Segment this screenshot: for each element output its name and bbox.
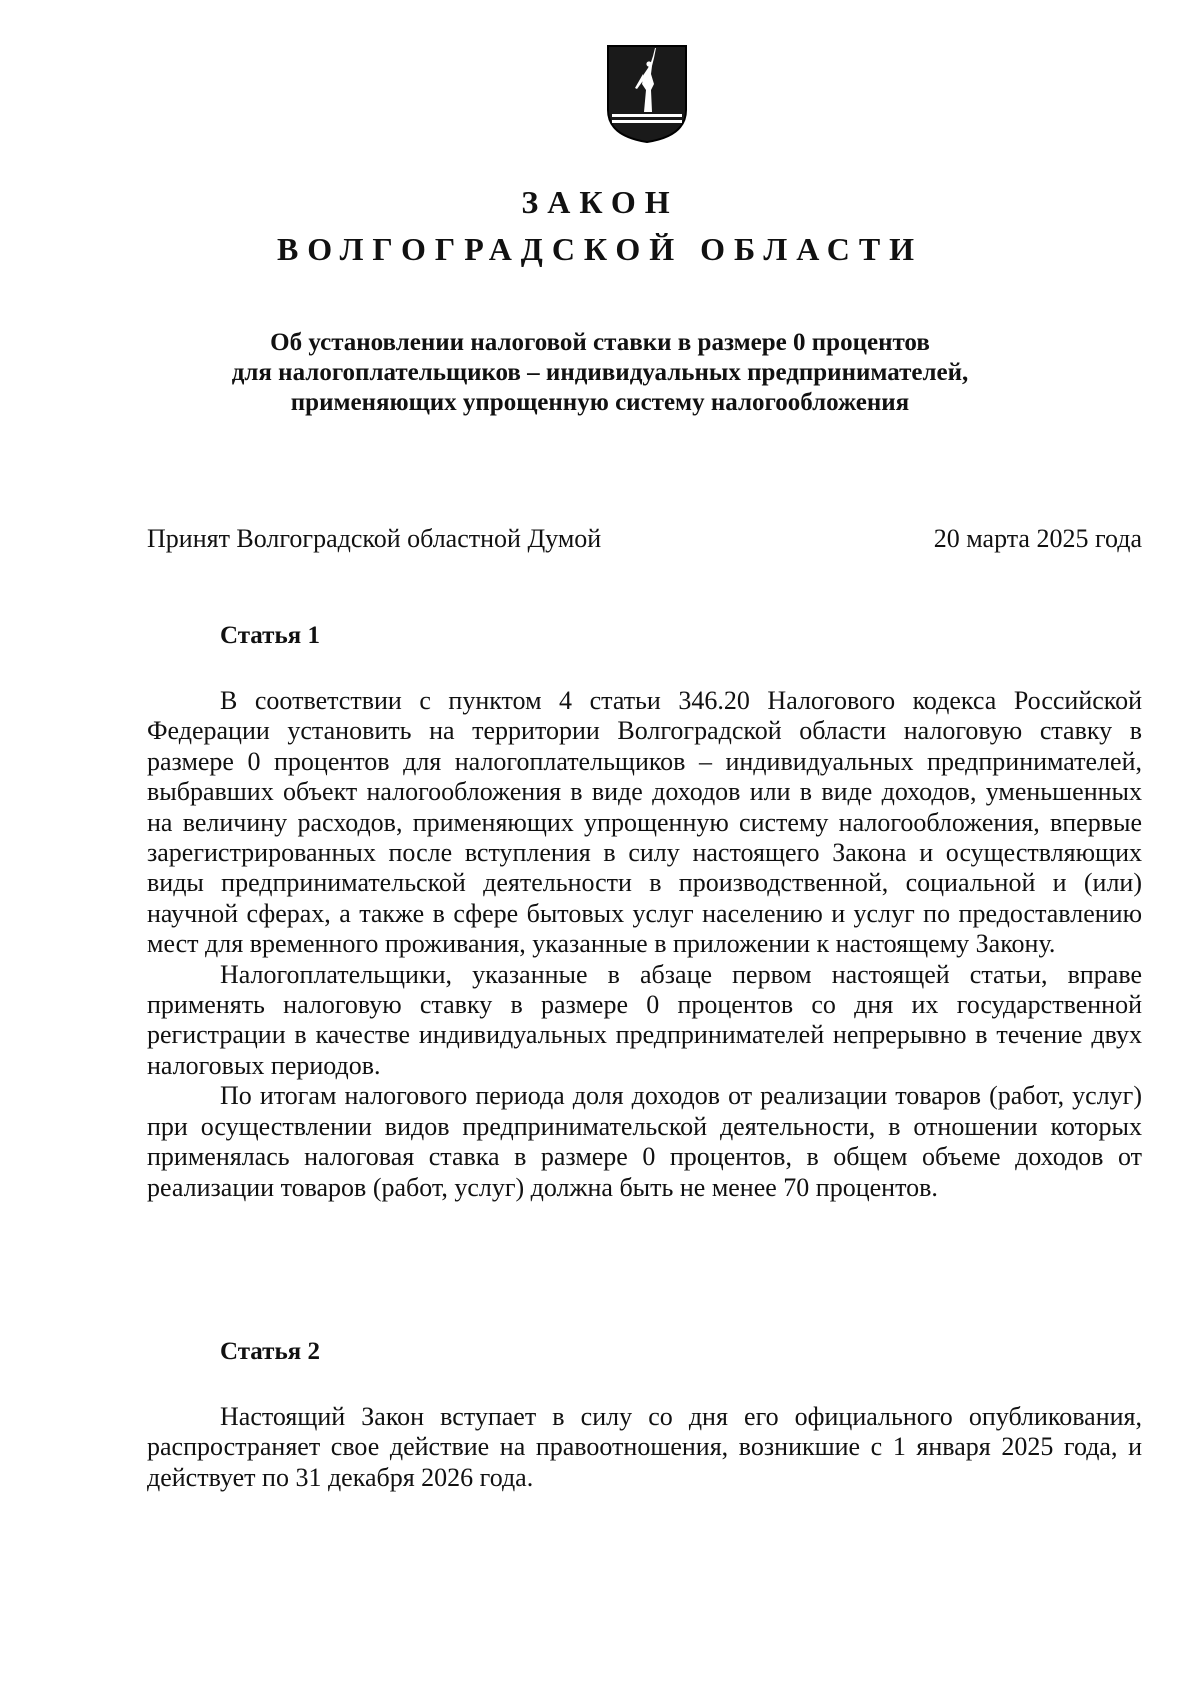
subject-line: Об установлении налоговой ставки в размере 0 процентов [270, 329, 930, 356]
article-1-heading: Статья 1 [220, 622, 320, 649]
article-paragraph: По итогам налогового периода доля доходов от реализации товаров (работ, услуг) при осуществлении видов предпринимательской деятельности, в отношении которых применялась налоговая ставка в размере 0 процентов, в общем объеме доходов от реализации товаров (работ, услуг) должна быть не менее 70 процентов. [147, 1081, 1142, 1202]
adopted-by: Принят Волгоградской областной Думой [147, 524, 602, 553]
article-2-body [147, 1402, 1142, 1493]
article-paragraph: Налогоплательщики, указанные в абзаце первом настоящей статьи, вправе применять налоговую ставку в размере 0 процентов со дня их государственной регистрации в качестве индивидуальных предпринимателей непрерывно в течение двух налоговых периодов. [147, 959, 1142, 1080]
article-paragraph: В соответствии с пунктом 4 статьи 346.20 Налогового кодекса Российской Федерации установить на территории Волгоградской области налоговую ставку в размере 0 процентов для налогоплательщиков – индивидуальных предпринимателей, выбравших объект налогообложения в виде доходов или в виде доходов, уменьшенных на величину расходов, применяющих упрощенную систему налогообложения, впервые зарегистрированных после вступления в силу настоящего Закона и осуществляющих виды предпринимательской деятельности в производственной, социальной и (или) научной сферах, а также в сфере бытовых услуг населению и услуг по предоставлению мест для временного проживания, указанные в приложении к настоящему Закону. [147, 686, 1142, 959]
article-1-body [147, 686, 1142, 1203]
law-region-title: ВОЛГОГРАДСКОЙ ОБЛАСТИ [276, 231, 924, 267]
subject-line: применяющих упрощенную систему налогообложения [290, 389, 910, 416]
law-title: ЗАКОН [521, 184, 679, 220]
adoption-info [147, 524, 1142, 554]
adopted-date: 20 марта 2025 года [933, 524, 1142, 553]
article-paragraph: Настоящий Закон вступает в силу со дня его официального опубликования, распространяет свое действие на правоотношения, возникшие с 1 января 2025 года, и действует по 31 декабря 2026 года. [147, 1402, 1142, 1492]
article-2-heading: Статья 2 [220, 1338, 320, 1365]
law-subject [150, 328, 1050, 418]
coat-of-arms-icon [606, 44, 688, 144]
subject-line: для налогоплательщиков – индивидуальных предпринимателей, [231, 359, 969, 386]
